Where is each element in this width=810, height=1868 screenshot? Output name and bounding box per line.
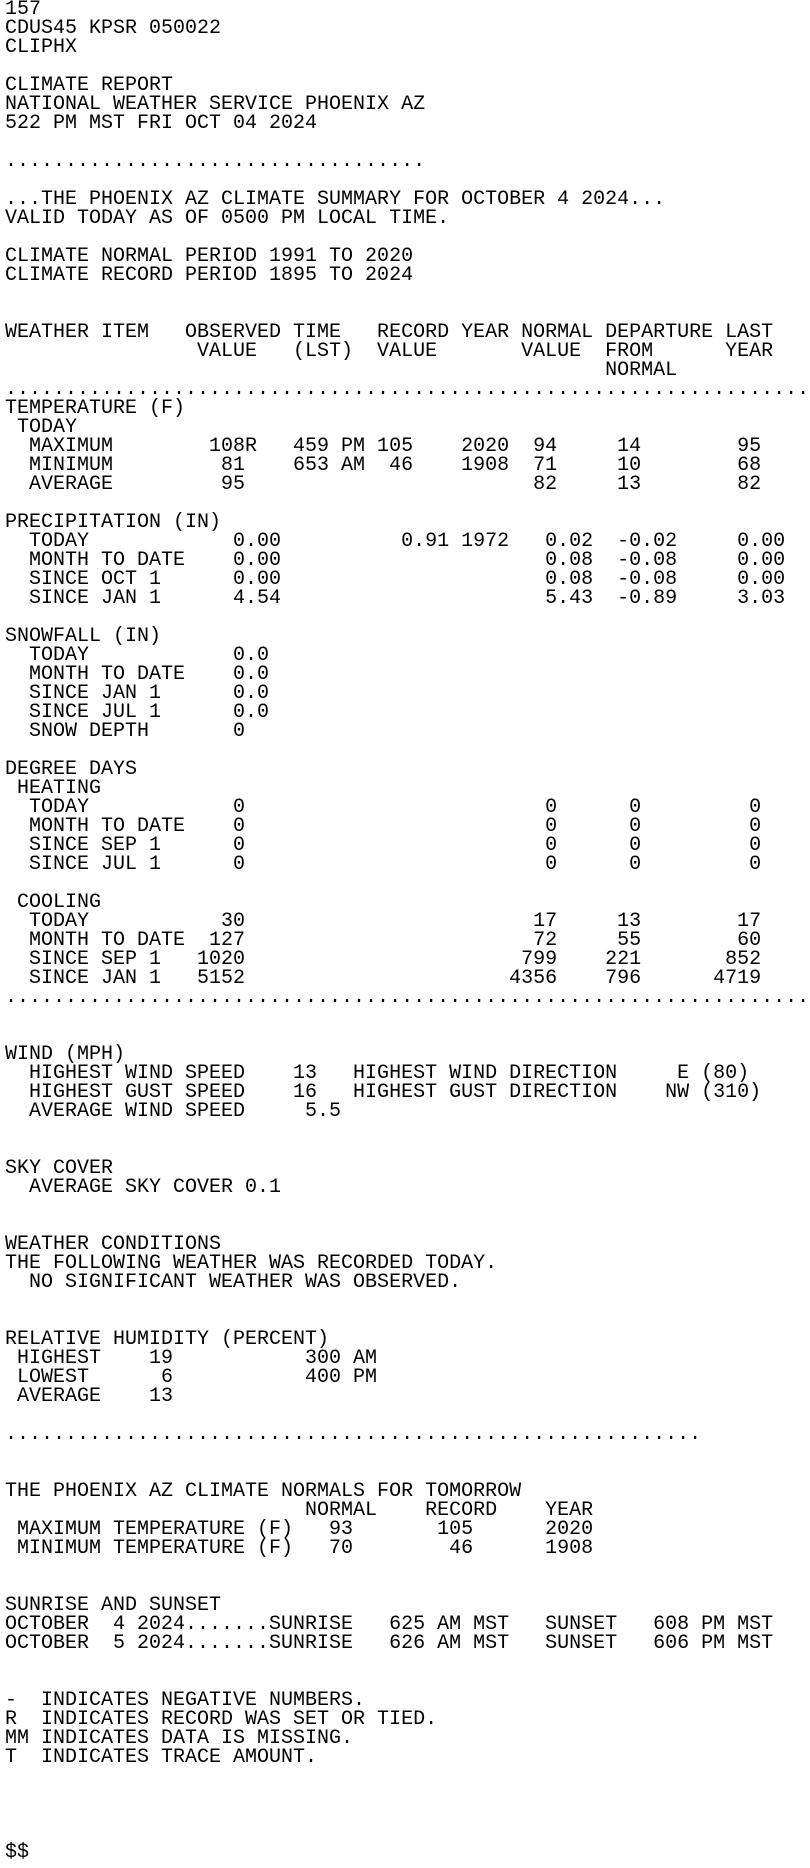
report-line: SNOWFALL (IN) <box>5 625 162 648</box>
report-line: ................................................................... <box>5 986 810 1009</box>
report-line: AVERAGE 95 82 13 82 <box>5 473 762 496</box>
report-line: CDUS45 KPSR 050022 <box>5 17 222 40</box>
report-line: OCTOBER 4 2024.......SUNRISE 625 AM MST SUNSET 608 PM MST <box>5 1613 774 1636</box>
report-line: NATIONAL WEATHER SERVICE PHOENIX AZ <box>5 93 426 116</box>
blank-line <box>5 1444 810 1463</box>
report-line: SUNRISE AND SUNSET <box>5 1594 222 1617</box>
report-line: VALID TODAY AS OF 0500 PM LOCAL TIME. <box>5 207 450 230</box>
report-line: HIGHEST WIND SPEED 13 HIGHEST WIND DIRECTION E (80) <box>5 1062 750 1085</box>
blank-line <box>5 1121 810 1140</box>
report-line: MAXIMUM TEMPERATURE (F) 93 105 2020 <box>5 1518 594 1541</box>
report-line: NO SIGNIFICANT WEATHER WAS OBSERVED. <box>5 1271 462 1294</box>
report-line: CLIMATE RECORD PERIOD 1895 TO 2024 <box>5 264 414 287</box>
report-line: SINCE JUL 1 0.0 <box>5 701 270 724</box>
report-line: SINCE JAN 1 0.0 <box>5 682 270 705</box>
report-line: DEGREE DAYS <box>5 758 138 781</box>
report-line: WIND (MPH) <box>5 1043 126 1066</box>
report-line: SINCE SEP 1 0 0 0 0 <box>5 834 762 857</box>
report-line: $$ <box>5 1841 30 1864</box>
report-line: TODAY 30 17 13 17 <box>5 910 762 933</box>
report-line: MINIMUM 81 653 AM 46 1908 71 10 68 <box>5 454 762 477</box>
report-line: MM INDICATES DATA IS MISSING. <box>5 1727 354 1750</box>
report-line: THE PHOENIX AZ CLIMATE NORMALS FOR TOMORROW <box>5 1480 522 1503</box>
blank-line <box>5 1805 810 1824</box>
report-line: WEATHER ITEM OBSERVED TIME RECORD YEAR NORMAL DEPARTURE LAST <box>5 321 774 344</box>
report-line: TODAY 0.0 <box>5 644 270 667</box>
report-line: PRECIPITATION (IN) <box>5 511 222 534</box>
report-line: THE FOLLOWING WEATHER WAS RECORDED TODAY. <box>5 1252 498 1275</box>
report-line: TODAY <box>5 416 78 439</box>
report-line: LOWEST 6 400 PM <box>5 1366 378 1389</box>
blank-line <box>5 1026 810 1045</box>
report-line: SINCE JAN 1 4.54 5.43 -0.89 3.03 <box>5 587 786 610</box>
report-line: WEATHER CONDITIONS <box>5 1233 222 1256</box>
blank-line <box>5 1767 810 1786</box>
report-line: NORMAL <box>5 359 678 382</box>
blank-line <box>5 1197 810 1216</box>
report-line: R INDICATES RECORD WAS SET OR TIED. <box>5 1708 438 1731</box>
blank-line <box>5 285 810 304</box>
blank-line <box>5 1653 810 1672</box>
report-line: AVERAGE 13 <box>5 1385 174 1408</box>
report-line: SINCE SEP 1 1020 799 221 852 <box>5 948 762 971</box>
report-line: MAXIMUM 108R 459 PM 105 2020 94 14 95 <box>5 435 762 458</box>
report-line: MONTH TO DATE 0.00 0.08 -0.08 0.00 <box>5 549 786 572</box>
report-line: TODAY 0 0 0 0 <box>5 796 762 819</box>
report-line: ...THE PHOENIX AZ CLIMATE SUMMARY FOR OCTOBER 4 2024... <box>5 188 666 211</box>
report-line: T INDICATES TRACE AMOUNT. <box>5 1746 318 1769</box>
report-line: OCTOBER 5 2024.......SUNRISE 626 AM MST SUNSET 606 PM MST <box>5 1632 774 1655</box>
blank-line <box>5 1007 810 1026</box>
blank-line <box>5 1824 810 1843</box>
report-line: MINIMUM TEMPERATURE (F) 70 46 1908 <box>5 1537 594 1560</box>
report-line: CLIPHX <box>5 36 78 59</box>
report-line: SINCE OCT 1 0.00 0.08 -0.08 0.00 <box>5 568 786 591</box>
report-line: MONTH TO DATE 0.0 <box>5 663 270 686</box>
report-line: VALUE (LST) VALUE VALUE FROM YEAR <box>5 340 774 363</box>
report-line: HEATING <box>5 777 102 800</box>
report-line: MONTH TO DATE 0 0 0 0 <box>5 815 762 838</box>
report-line: - INDICATES NEGATIVE NUMBERS. <box>5 1689 366 1712</box>
report-line: 157 <box>5 0 42 21</box>
report-line: TODAY 0.00 0.91 1972 0.02 -0.02 0.00 <box>5 530 786 553</box>
report-line: RELATIVE HUMIDITY (PERCENT) <box>5 1328 330 1351</box>
report-line: SINCE JUL 1 0 0 0 0 <box>5 853 762 876</box>
blank-line <box>5 1140 810 1159</box>
report-line: COOLING <box>5 891 102 914</box>
blank-line <box>5 874 810 893</box>
report-line: SKY COVER <box>5 1157 114 1180</box>
report-line: CLIMATE NORMAL PERIOD 1991 TO 2020 <box>5 245 414 268</box>
report-line: ................................................................... <box>5 378 810 401</box>
report-line: SNOW DEPTH 0 <box>5 720 246 743</box>
blank-line <box>5 1292 810 1311</box>
report-line: CLIMATE REPORT <box>5 74 174 97</box>
report-line: NORMAL RECORD YEAR <box>5 1499 594 1522</box>
report-line: TEMPERATURE (F) <box>5 397 186 420</box>
blank-line <box>5 1558 810 1577</box>
report-line: HIGHEST 19 300 AM <box>5 1347 378 1370</box>
report-line: AVERAGE WIND SPEED 5.5 <box>5 1100 342 1123</box>
report-line: 522 PM MST FRI OCT 04 2024 <box>5 112 318 135</box>
report-line: SINCE JAN 1 5152 4356 796 4719 <box>5 967 762 990</box>
report-line: HIGHEST GUST SPEED 16 HIGHEST GUST DIRECTION NW (310) <box>5 1081 762 1104</box>
report-line: AVERAGE SKY COVER 0.1 <box>5 1176 282 1199</box>
report-line: MONTH TO DATE 127 72 55 60 <box>5 929 762 952</box>
blank-line <box>5 1786 810 1805</box>
report-line: .......................................................... <box>5 1423 702 1446</box>
report-line: ................................... <box>5 150 426 173</box>
